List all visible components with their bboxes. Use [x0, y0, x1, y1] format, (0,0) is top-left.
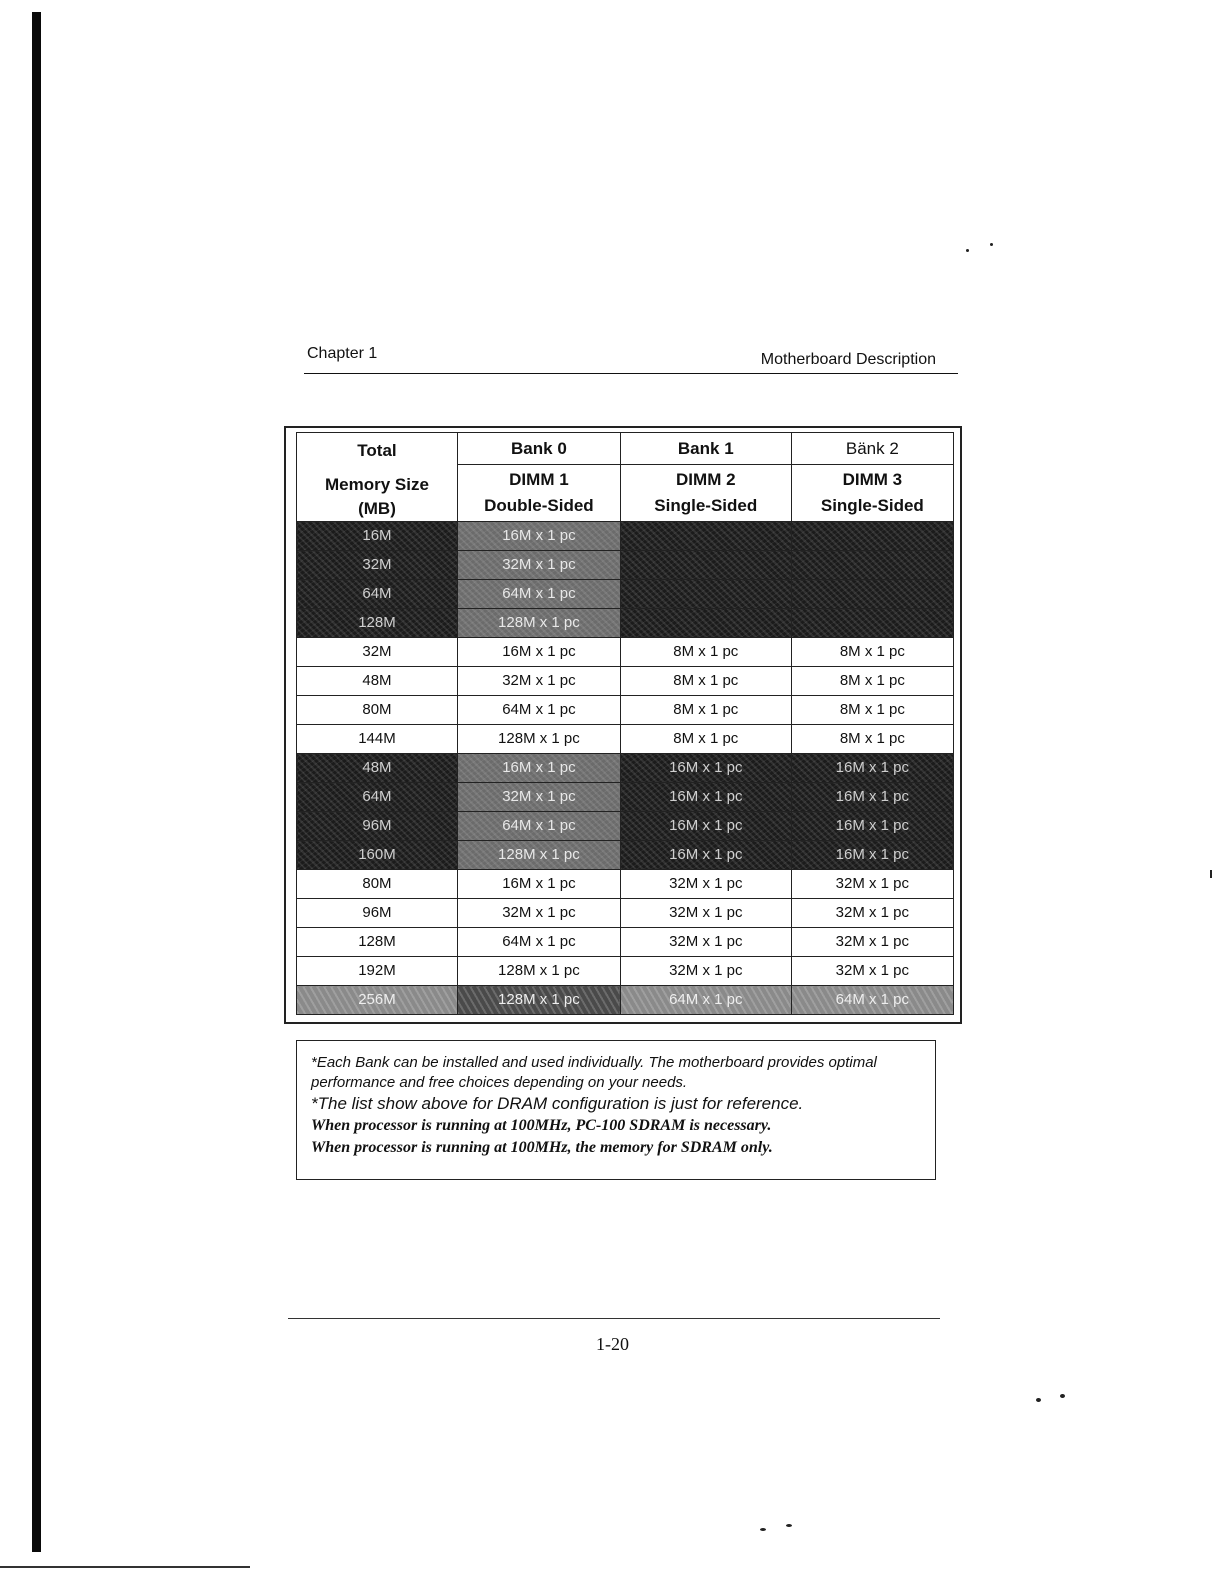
- dimm-1-label: DIMM 1: [509, 470, 569, 489]
- scan-bottom-rule: [0, 1566, 250, 1568]
- dimm-1-cell: 32M x 1 pc: [457, 551, 620, 580]
- dimm-1-cell: 32M x 1 pc: [457, 667, 620, 696]
- bank-1-header: Bank 1: [620, 433, 791, 465]
- total-memory-cell: 80M: [297, 870, 458, 899]
- scan-speck: [760, 1528, 766, 1531]
- dimm-1-cell: 32M x 1 pc: [457, 899, 620, 928]
- section-title: Motherboard Description: [760, 351, 936, 368]
- configuration-notes: [296, 1040, 936, 1180]
- bank-0-header: Bank 0: [457, 433, 620, 465]
- dimm-1-cell: 64M x 1 pc: [457, 928, 620, 957]
- chapter-label: Chapter 1: [307, 345, 378, 362]
- dimm-2-cell: 8M x 1 pc: [620, 696, 791, 725]
- table-row: [297, 725, 954, 754]
- note-line-3: When processor is running at 100MHz, PC-100 SDRAM is necessary.: [311, 1117, 772, 1134]
- dimm-3-header: [791, 465, 953, 522]
- dimm-3-cell: [791, 609, 953, 638]
- dimm-3-cell: 16M x 1 pc: [791, 783, 953, 812]
- dimm-1-cell: 16M x 1 pc: [457, 870, 620, 899]
- dimm-3-cell: 16M x 1 pc: [791, 841, 953, 870]
- dimm-2-sides: Single-Sided: [654, 496, 758, 515]
- table-row: [297, 928, 954, 957]
- dimm-3-cell: 8M x 1 pc: [791, 725, 953, 754]
- dimm-2-cell: [620, 551, 791, 580]
- dimm-3-cell: [791, 580, 953, 609]
- total-memory-cell: 128M: [297, 609, 458, 638]
- dimm-1-cell: 16M x 1 pc: [457, 522, 620, 551]
- dimm-3-cell: 8M x 1 pc: [791, 667, 953, 696]
- note-line-4: When processor is running at 100MHz, the memory for SDRAM only.: [311, 1139, 773, 1156]
- total-memory-cell: 64M: [297, 580, 458, 609]
- dimm-2-cell: [620, 522, 791, 551]
- table-row: [297, 551, 954, 580]
- memory-config-table-frame: [284, 426, 962, 1024]
- table-row: [297, 812, 954, 841]
- dimm-3-cell: [791, 551, 953, 580]
- dimm-1-cell: 64M x 1 pc: [457, 580, 620, 609]
- table-row: [297, 986, 954, 1015]
- dimm-1-sides: Double-Sided: [484, 496, 594, 515]
- total-memory-cell: 256M: [297, 986, 458, 1015]
- scan-speck: [1060, 1394, 1065, 1398]
- total-memory-cell: 128M: [297, 928, 458, 957]
- dimm-1-cell: 32M x 1 pc: [457, 783, 620, 812]
- table-row: [297, 899, 954, 928]
- table-row: [297, 870, 954, 899]
- dimm-3-cell: 64M x 1 pc: [791, 986, 953, 1015]
- dimm-1-cell: 128M x 1 pc: [457, 609, 620, 638]
- dimm-3-cell: 32M x 1 pc: [791, 957, 953, 986]
- dimm-2-cell: 8M x 1 pc: [620, 667, 791, 696]
- dimm-1-cell: 64M x 1 pc: [457, 812, 620, 841]
- dimm-1-cell: 128M x 1 pc: [457, 986, 620, 1015]
- dimm-1-cell: 64M x 1 pc: [457, 696, 620, 725]
- table-header-row: [297, 433, 954, 465]
- table-row: [297, 754, 954, 783]
- dimm-3-cell: 32M x 1 pc: [791, 899, 953, 928]
- scan-speck: [1210, 870, 1212, 878]
- dimm-1-header: [457, 465, 620, 522]
- dimm-1-cell: 16M x 1 pc: [457, 638, 620, 667]
- dimm-3-label: DIMM 3: [842, 470, 903, 489]
- memory-config-table: [296, 432, 954, 1015]
- table-row: [297, 522, 954, 551]
- table-row: [297, 580, 954, 609]
- total-memory-cell: 32M: [297, 551, 458, 580]
- footer-rule: [288, 1318, 940, 1319]
- dimm-2-cell: 16M x 1 pc: [620, 812, 791, 841]
- total-memory-cell: 160M: [297, 841, 458, 870]
- scan-edge-bar: [32, 12, 41, 1552]
- dimm-2-cell: 16M x 1 pc: [620, 841, 791, 870]
- total-memory-cell: 96M: [297, 899, 458, 928]
- table-row: [297, 696, 954, 725]
- total-memory-cell: 64M: [297, 783, 458, 812]
- scan-speck: [786, 1524, 792, 1527]
- total-memory-cell: 16M: [297, 522, 458, 551]
- total-memory-cell: 96M: [297, 812, 458, 841]
- dimm-3-cell: 8M x 1 pc: [791, 638, 953, 667]
- table-row: [297, 783, 954, 812]
- page-number: 1-20: [596, 1334, 629, 1354]
- dimm-2-cell: 8M x 1 pc: [620, 725, 791, 754]
- total-memory-cell: 192M: [297, 957, 458, 986]
- table-row: [297, 609, 954, 638]
- note-line-1: *Each Bank can be installed and used individually. The motherboard provides optimal performance and free choices depending on your needs.: [311, 1054, 877, 1091]
- dimm-2-cell: 32M x 1 pc: [620, 957, 791, 986]
- dimm-2-cell: 16M x 1 pc: [620, 783, 791, 812]
- dimm-3-cell: 16M x 1 pc: [791, 812, 953, 841]
- dimm-1-cell: 128M x 1 pc: [457, 841, 620, 870]
- dimm-2-label: DIMM 2: [676, 470, 736, 489]
- dimm-3-cell: [791, 522, 953, 551]
- dimm-2-cell: 8M x 1 pc: [620, 638, 791, 667]
- dimm-3-cell: 16M x 1 pc: [791, 754, 953, 783]
- total-memory-header: [297, 433, 458, 522]
- scan-speck: [1036, 1398, 1041, 1402]
- dimm-2-cell: 32M x 1 pc: [620, 870, 791, 899]
- total-memory-cell: 80M: [297, 696, 458, 725]
- dimm-2-cell: 16M x 1 pc: [620, 754, 791, 783]
- table-row: [297, 957, 954, 986]
- dimm-3-cell: 8M x 1 pc: [791, 696, 953, 725]
- bank-2-header: Bänk 2: [791, 433, 953, 465]
- table-row: [297, 638, 954, 667]
- total-memory-cell: 48M: [297, 667, 458, 696]
- running-header: [304, 343, 958, 374]
- total-header-unit: (MB): [358, 499, 396, 518]
- total-header-sub: Memory Size: [325, 475, 429, 494]
- scan-speck: [990, 243, 993, 246]
- total-memory-cell: 32M: [297, 638, 458, 667]
- dimm-2-cell: [620, 609, 791, 638]
- dimm-1-cell: 128M x 1 pc: [457, 725, 620, 754]
- dimm-2-cell: 32M x 1 pc: [620, 899, 791, 928]
- scan-speck: [966, 249, 969, 252]
- dimm-2-cell: 32M x 1 pc: [620, 928, 791, 957]
- total-memory-cell: 144M: [297, 725, 458, 754]
- total-header-label: Total: [357, 441, 397, 460]
- dimm-3-cell: 32M x 1 pc: [791, 870, 953, 899]
- dimm-3-sides: Single-Sided: [820, 496, 924, 515]
- table-row: [297, 841, 954, 870]
- dimm-2-cell: 64M x 1 pc: [620, 986, 791, 1015]
- dimm-2-cell: [620, 580, 791, 609]
- dimm-1-cell: 128M x 1 pc: [457, 957, 620, 986]
- total-memory-cell: 48M: [297, 754, 458, 783]
- table-row: [297, 667, 954, 696]
- dimm-2-header: [620, 465, 791, 522]
- note-line-2: *The list show above for DRAM configuration is just for reference.: [311, 1094, 804, 1113]
- dimm-3-cell: 32M x 1 pc: [791, 928, 953, 957]
- dimm-1-cell: 16M x 1 pc: [457, 754, 620, 783]
